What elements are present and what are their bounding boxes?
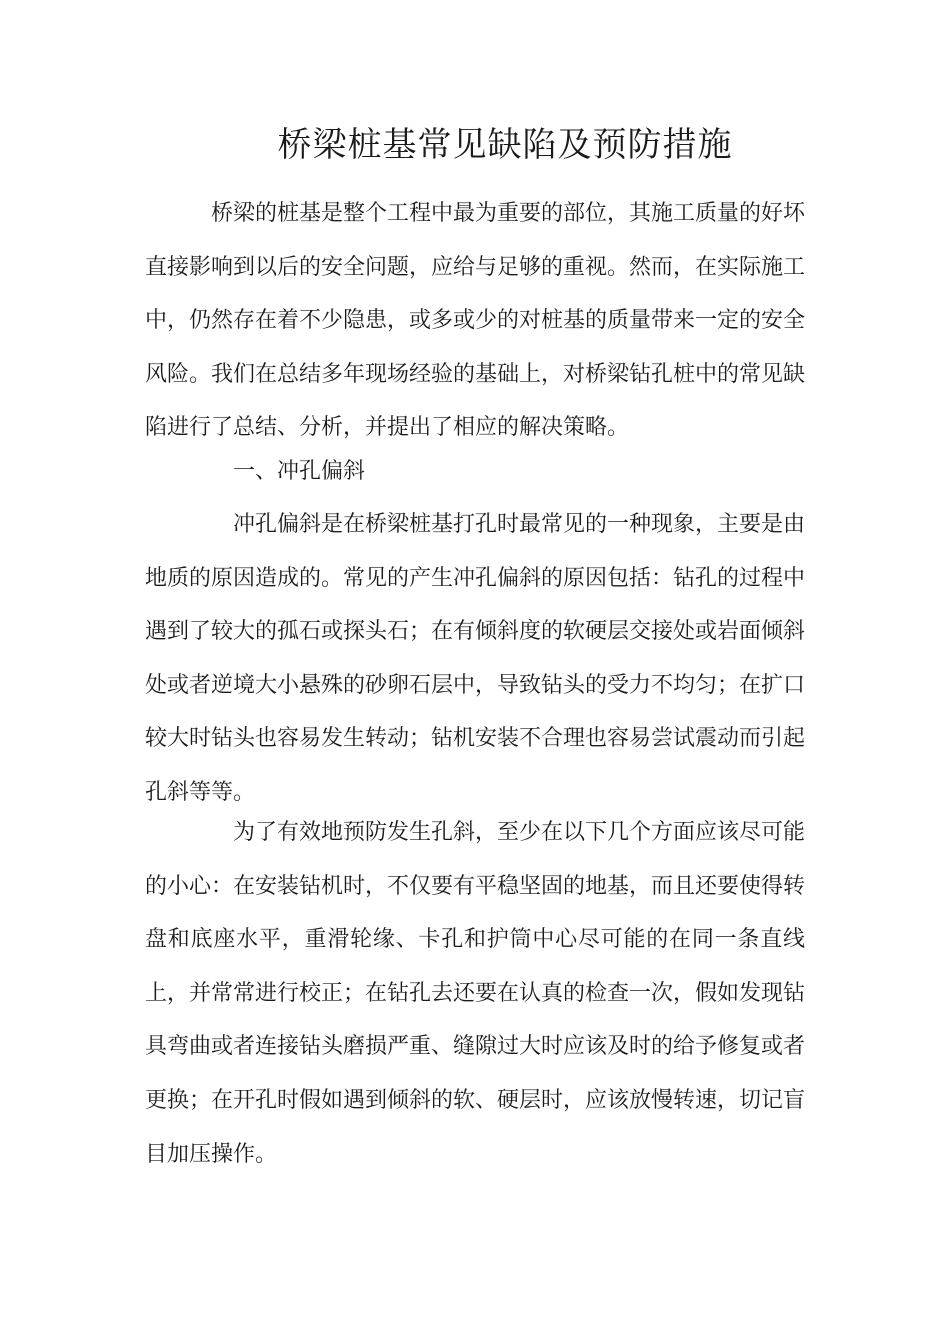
section-paragraph-cause: 冲孔偏斜是在桥梁桩基打孔时最常见的一种现象，主要是由地质的原因造成的。常见的产生冲孔偏斜的原因包括：钻孔的过程中遇到了较大的孤石或探头石；在有倾斜度的软硬层交接处或岩面倾斜处或者逆境大小悬殊的砂卵石层中，导致钻头的受力不均匀；在扩口较大时钻头也容易发生转动；钻机安装不合理也容易尝试震动而引起孔斜等等。 <box>145 512 806 805</box>
document-title: 桥梁桩基常见缺陷及预防措施 <box>277 125 733 165</box>
section-heading: 一、冲孔偏斜 <box>233 459 366 484</box>
intro-paragraph: 桥梁的桩基是整个工程中最为重要的部位，其施工质量的好坏直接影响到以后的安全问题，应给与足够的重视。然而，在实际施工中，仍然存在着不少隐患，或多或少的对桩基的质量带来一定的安全风险。我们在总结多年现场经验的基础上，对桥梁钻孔桩中的常见缺陷进行了总结、分析，并提出了相应的解决策略。 <box>145 201 806 441</box>
section-paragraph-prevention: 为了有效地预防发生孔斜，至少在以下几个方面应该尽可能的小心：在安装钻机时，不仅要有平稳坚固的地基，而且还要使得转盘和底座水平，重滑轮缘、卡孔和护筒中心尽可能的在同一条直线上，并常常进行校正；在钻孔去还要在认真的检查一次，假如发现钻具弯曲或者连接钻头磨损严重、缝隙过大时应该及时的给予修复或者更换；在开孔时假如遇到倾斜的软、硬层时，应该放慢转速，切记盲目加压操作。 <box>145 820 806 1167</box>
